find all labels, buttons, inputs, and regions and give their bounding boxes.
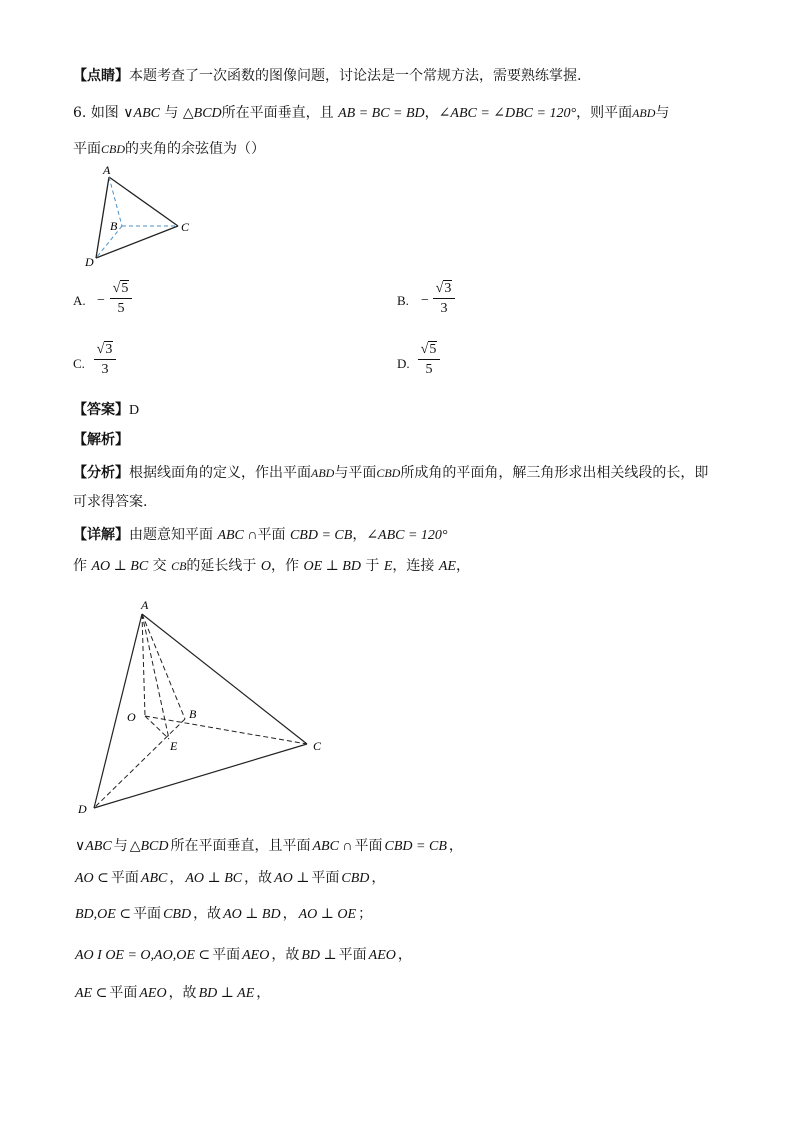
fenxi-line-2	[73, 492, 147, 512]
math-cbd: CBD	[101, 142, 125, 156]
math: CB	[171, 559, 187, 573]
proof-text: ，故	[168, 985, 197, 1001]
fenxi-text: 根据线面角的定义，作出平面	[129, 465, 311, 481]
math-tri-bcd: △BCD	[182, 106, 222, 121]
proof-text: ，故	[244, 870, 273, 886]
xiangjie-text: 平面	[257, 527, 286, 543]
proof-text: ，	[371, 870, 386, 886]
math-eq-angles: ∠ABC = ∠DBC = 120°	[438, 106, 577, 121]
xiangjie-line	[73, 525, 448, 546]
proof-text: ，	[448, 838, 463, 854]
option-letter: B.	[397, 293, 409, 308]
fenxi-line-1	[73, 463, 708, 483]
math: AO ⊂	[75, 871, 109, 886]
question-text: ，	[424, 105, 439, 121]
question-line-1	[73, 103, 669, 124]
proof-line-4	[73, 945, 412, 966]
math: AO I OE = O,AO,OE ⊂	[75, 948, 211, 963]
proof-text: 平面	[109, 985, 138, 1001]
figure-tetrahedron-small	[74, 160, 204, 272]
text: ，	[455, 558, 470, 574]
math: AO ⊥ BC	[185, 871, 243, 886]
comment-text: 本题考查了一次函数的图像问题，讨论法是一个常规方法，需要熟练掌握.	[129, 68, 582, 84]
denominator: 5	[425, 362, 433, 377]
radicand: 5	[429, 342, 437, 357]
math: CBD = CB	[384, 839, 447, 854]
answer-line	[73, 400, 139, 421]
fig2-label-e: E	[170, 739, 178, 753]
proof-line-5	[73, 983, 270, 1004]
fig2-label-d: D	[78, 802, 87, 816]
proof-text: ，故	[193, 906, 222, 922]
proof-line-1	[73, 836, 463, 857]
text: ，作	[271, 558, 299, 574]
question-text: 所在平面垂直，且	[221, 105, 334, 121]
math: AE ⊂	[75, 986, 108, 1001]
option-letter: C.	[73, 356, 85, 371]
denominator: 3	[440, 301, 448, 316]
xiangjie-text: ，	[352, 527, 367, 543]
math: OE ⊥ BD	[303, 559, 361, 574]
fig1-label-b: B	[110, 219, 118, 233]
math-abd: ABD	[311, 466, 335, 480]
fig2-label-b: B	[189, 707, 197, 721]
math: ABC ∩	[312, 839, 353, 854]
option-sign: −	[421, 293, 429, 308]
question-line-2	[73, 139, 265, 159]
fig2-label-o: O	[127, 710, 136, 724]
math: BD,OE ⊂	[75, 907, 132, 922]
option-b-fraction: √3 3	[433, 281, 455, 317]
math: AO ⊥ BC	[91, 559, 149, 574]
proof-text: 平面	[354, 838, 383, 854]
text: 于	[365, 558, 380, 574]
question-text: 如图	[90, 105, 119, 121]
fenxi-text: 所成角的平面角，解三角形求出相关线段的长，即	[400, 465, 709, 481]
math: CBD	[341, 871, 370, 886]
text: 的延长线于	[186, 558, 257, 574]
proof-line-3	[73, 904, 372, 925]
proof-text: ，	[256, 985, 271, 1001]
math-cbd: CBD	[376, 466, 401, 480]
proof-text: ，	[282, 906, 297, 922]
analysis-tag: 【解析】	[73, 432, 129, 448]
proof-text: 平面	[338, 947, 367, 963]
math: ABC	[140, 871, 168, 886]
math: ∠ABC = 120°	[366, 528, 448, 543]
text: 交	[152, 558, 167, 574]
question-text: 与	[164, 105, 179, 121]
analysis-line	[73, 430, 129, 450]
question-text: 的夹角的余弦值为（）	[125, 141, 265, 157]
fenxi-text: 可求得答案.	[73, 494, 148, 510]
construct-line	[73, 556, 470, 577]
math: AEO	[139, 986, 167, 1001]
question-text: 与	[655, 105, 670, 121]
proof-text: 平面	[311, 870, 340, 886]
denominator: 5	[117, 301, 125, 316]
radicand: 5	[121, 281, 129, 296]
option-a-fraction: √5 5	[110, 281, 132, 317]
proof-text: ；	[358, 906, 373, 922]
math: AO ⊥ OE	[298, 907, 357, 922]
math: △BCD	[129, 839, 169, 854]
proof-text: ，	[169, 870, 184, 886]
fig2-label-a: A	[141, 598, 149, 612]
fig1-label-c: C	[181, 220, 190, 234]
proof-text: 与	[113, 838, 128, 854]
comment-line	[73, 66, 581, 86]
option-letter: A.	[73, 293, 86, 308]
proof-text: 平面	[212, 947, 241, 963]
math-tri-abc: ∨ABC	[123, 106, 160, 121]
math: AEO	[242, 948, 270, 963]
math: BD ⊥ AE	[198, 986, 255, 1001]
question-number: 6.	[73, 105, 87, 121]
xiangjie-text: 由题意知平面	[129, 527, 213, 543]
math: AO ⊥ BD	[223, 907, 281, 922]
math: CBD = CB	[289, 528, 353, 543]
fenxi-tag: 【分析】	[73, 465, 129, 481]
denominator: 3	[101, 362, 109, 377]
fenxi-text: 与平面	[334, 465, 377, 481]
proof-text: 所在平面垂直，且平面	[170, 838, 311, 854]
proof-text: 平面	[110, 870, 139, 886]
radicand: 3	[444, 281, 452, 296]
math: ∨ABC	[75, 839, 112, 854]
answer-value: D	[129, 403, 140, 418]
math: AE	[438, 559, 456, 574]
option-letter: D.	[397, 356, 410, 371]
radicand: 3	[105, 342, 113, 357]
fig1-label-d: D	[85, 255, 94, 269]
math: O	[260, 559, 271, 574]
option-c-fraction: √3 3	[94, 342, 116, 378]
math: AO ⊥	[274, 871, 310, 886]
text: 作	[73, 558, 87, 574]
proof-line-2	[73, 868, 385, 889]
fig1-label-a: A	[103, 163, 111, 177]
comment-tag: 【点睛】	[73, 68, 129, 84]
text: ，连接	[392, 558, 435, 574]
proof-text: 平面	[133, 906, 162, 922]
math: AEO	[368, 948, 396, 963]
answer-tag: 【答案】	[73, 402, 129, 418]
figure-tetrahedron-construction	[72, 592, 342, 820]
math: E	[383, 559, 393, 574]
option-d-fraction: √5 5	[418, 342, 440, 378]
math: CBD	[163, 907, 192, 922]
xiangjie-tag: 【详解】	[73, 527, 129, 543]
math-abd: ABD	[632, 106, 656, 120]
math: BD ⊥	[301, 948, 337, 963]
question-text: 平面	[73, 141, 101, 157]
math: ABC ∩	[217, 528, 258, 543]
fig2-label-c: C	[313, 739, 322, 753]
question-text: ，则平面	[576, 105, 633, 121]
proof-text: ，故	[271, 947, 300, 963]
math-eq-sides: AB = BC = BD	[338, 106, 425, 121]
proof-text: ，	[397, 947, 412, 963]
option-sign: −	[97, 293, 105, 308]
